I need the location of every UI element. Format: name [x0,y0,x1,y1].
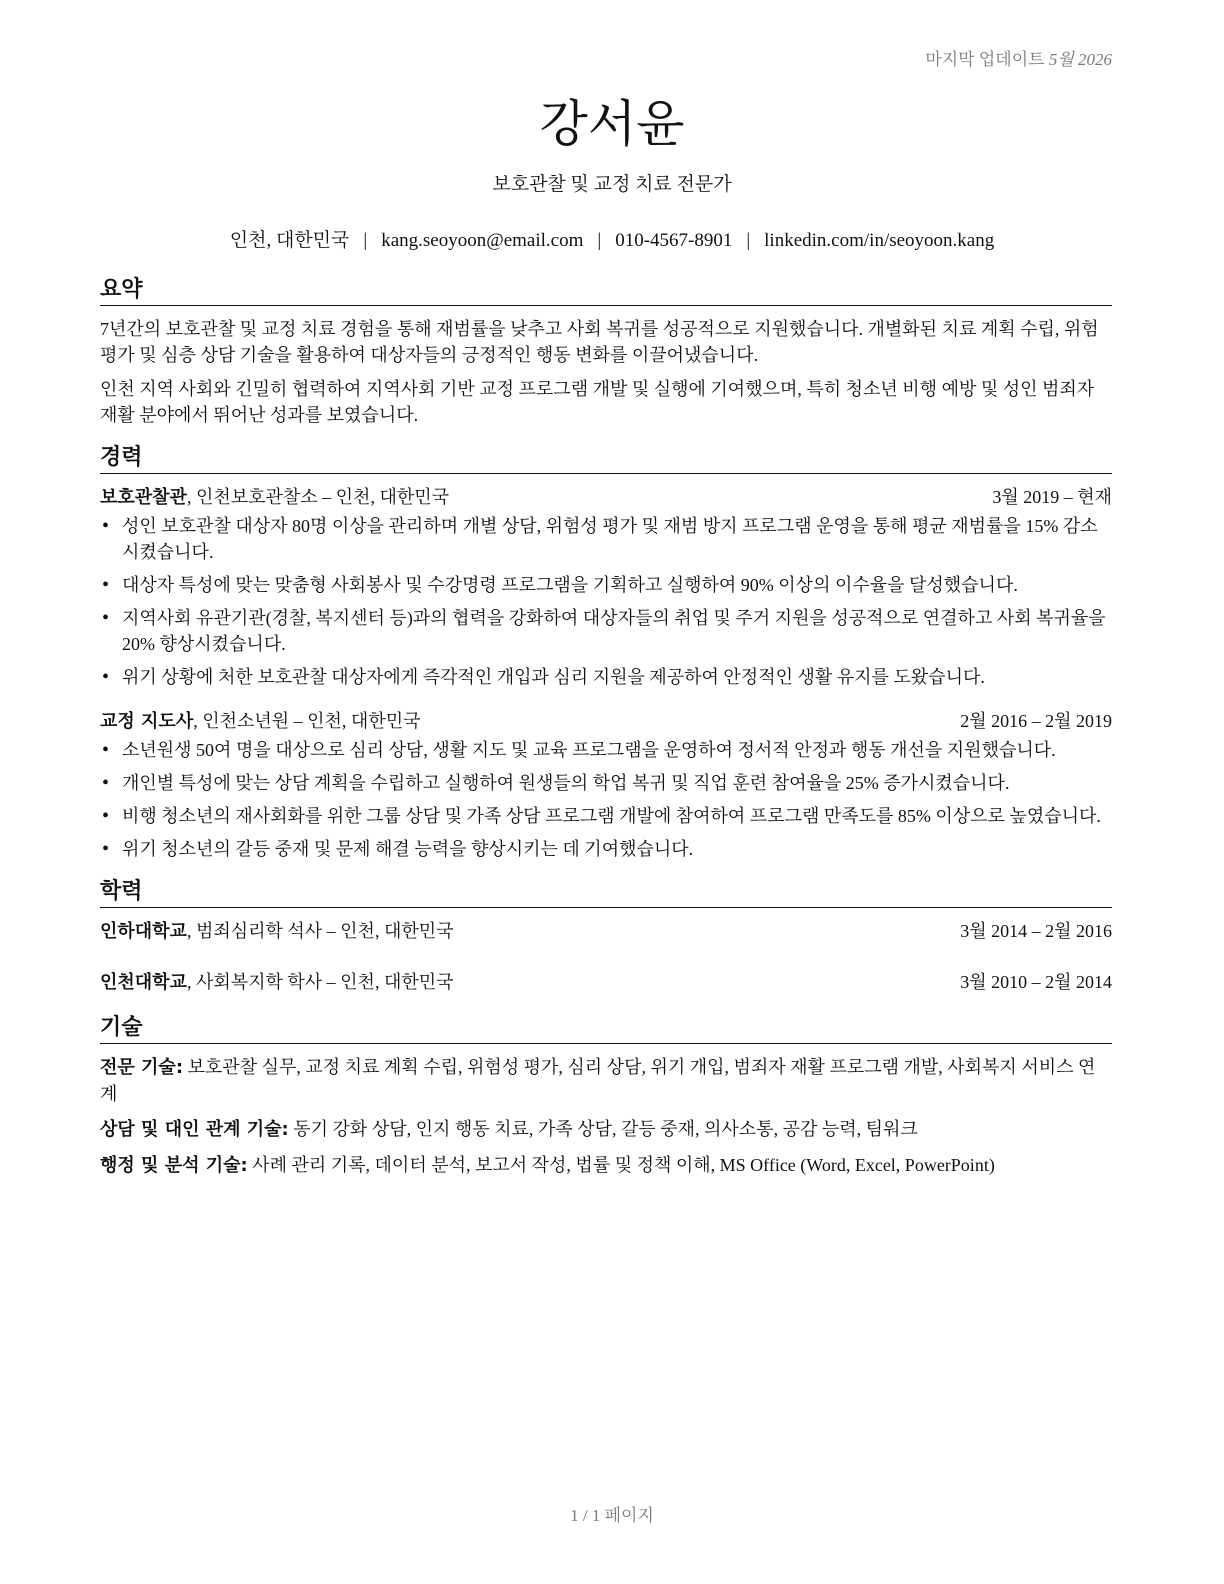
education-heading: 학력 [100,878,1112,908]
job-entry [100,708,1112,862]
contact-line [0,225,1224,252]
job-role: 교정 지도사 [100,711,194,732]
education-dates: 3월 2014 – 2월 2016 [960,921,1112,941]
summary-heading: 요약 [100,276,1112,306]
job-bullet: • 성인 보호관찰 대상자 80명 이상을 관리하며 개별 상담, 위험성 평가 및 재범 방지 프로그램 운영을 통해 평균 재범률을 15% 감소시켰습니다. [100,513,1112,565]
experience-heading: 경력 [100,444,1112,474]
summary-section [100,276,1112,428]
resume-content [100,276,1112,1188]
education-detail: , 범죄심리학 석사 – 인천, 대한민국 [186,921,454,941]
job-dates: 2월 2016 – 2월 2019 [960,711,1112,731]
contact-separator: | [363,230,368,251]
job-bullet: • 위기 상황에 처한 보호관찰 대상자에게 즉각적인 개입과 심리 지원을 제공하여 안정적인 생활 유지를 도왔습니다. [100,664,1112,690]
last-updated-label: 마지막 업데이트 [925,50,1045,69]
contact-linkedin[interactable]: linkedin.com/in/seoyoon.kang [764,230,995,251]
job-org: , 인천소년원 – 인천, 대한민국 [193,711,421,731]
skill-text: 보호관찰 실무, 교정 치료 계획 수립, 위험성 평가, 심리 상담, 위기 개입, 범죄자 재활 프로그램 개발, 사회복지 서비스 연계 [100,1057,1096,1104]
candidate-title: 보호관찰 및 교정 치료 전문가 [492,174,732,195]
contact-separator: | [746,230,751,251]
job-header [100,708,1112,735]
job-bullet: • 위기 청소년의 갈등 중재 및 문제 해결 능력을 향상시키는 데 기여했습니다. [100,836,1112,862]
job-bullet: • 대상자 특성에 맞는 맞춤형 사회봉사 및 수강명령 프로그램을 기획하고 실행하여 90% 이상의 이수율을 달성했습니다. [100,572,1112,598]
job-org: , 인천보호관찰소 – 인천, 대한민국 [186,487,449,507]
education-section [100,878,1112,996]
skill-text: 사례 관리 기록, 데이터 분석, 보고서 작성, 법률 및 정책 이해, MS Office (Word, Excel, PowerPoint) [247,1155,995,1175]
skill-entry [100,1116,1112,1143]
education-detail: , 사회복지학 학사 – 인천, 대한민국 [186,972,454,992]
last-updated-month: 5월 [1048,50,1074,69]
skill-label: 전문 기술: [100,1057,184,1078]
job-dates: 3월 2019 – 현재 [992,487,1112,507]
education-entry [100,969,1112,996]
skill-text: 동기 강화 상담, 인지 행동 치료, 가족 상담, 갈등 중재, 의사소통, 공감 능력, 팀워크 [288,1119,918,1139]
skill-label: 행정 및 분석 기술: [100,1155,248,1176]
contact-location: 인천, 대한민국 [229,230,350,251]
summary-paragraph: 인천 지역 사회와 긴밀히 협력하여 지역사회 기반 교정 프로그램 개발 및 실행에 기여했으며, 특히 청소년 비행 예방 및 성인 범죄자 재활 분야에서 뛰어난 성과를 보였습니다. [100,379,1095,425]
experience-section [100,444,1112,862]
skills-heading: 기술 [100,1014,1112,1044]
skill-label: 상담 및 대인 관계 기술: [100,1119,289,1140]
education-school: 인천대학교 [100,972,187,993]
contact-phone: 010-4567-8901 [615,230,733,251]
education-school: 인하대학교 [100,921,187,942]
education-entry [100,918,1112,945]
skills-section [100,1014,1112,1179]
education-dates: 3월 2010 – 2월 2014 [960,972,1112,992]
last-updated-year: 2026 [1078,50,1112,69]
job-header [100,484,1112,511]
job-bullets [100,737,1112,862]
job-bullet: • 비행 청소년의 재사회화를 위한 그룹 상담 및 가족 상담 프로그램 개발에 참여하여 프로그램 만족도를 85% 이상으로 높였습니다. [100,803,1112,829]
contact-email[interactable]: kang.seoyoon@email.com [381,230,584,251]
job-bullet: • 지역사회 유관기관(경찰, 복지센터 등)과의 협력을 강화하여 대상자들의 취업 및 주거 지원을 성공적으로 연결하고 사회 복귀율을 20% 향상시켰습니다. [100,605,1112,657]
last-updated [925,45,1112,70]
candidate-name: 강서윤 [539,95,685,153]
job-bullet: • 개인별 특성에 맞는 상담 계획을 수립하고 실행하여 원생들의 학업 복귀 및 직업 훈련 참여율을 25% 증가시켰습니다. [100,770,1112,796]
skill-entry [100,1152,1112,1179]
job-role: 보호관찰관 [100,487,187,508]
skill-entry [100,1054,1112,1107]
job-entry [100,484,1112,690]
job-bullets [100,513,1112,690]
page-number: 1 / 1 페이지 [570,1506,654,1525]
contact-separator: | [597,230,602,251]
summary-paragraph: 7년간의 보호관찰 및 교정 치료 경험을 통해 재범률을 낮추고 사회 복귀를 성공적으로 지원했습니다. 개별화된 치료 계획 수립, 위험 평가 및 심층 상담 기술을 활용하여 대상자들의 긍정적인 행동 변화를 이끌어냈습니다. [100,319,1099,365]
job-bullet: • 소년원생 50여 명을 대상으로 심리 상담, 생활 지도 및 교육 프로그램을 운영하여 정서적 안정과 행동 개선을 지원했습니다. [100,737,1112,763]
